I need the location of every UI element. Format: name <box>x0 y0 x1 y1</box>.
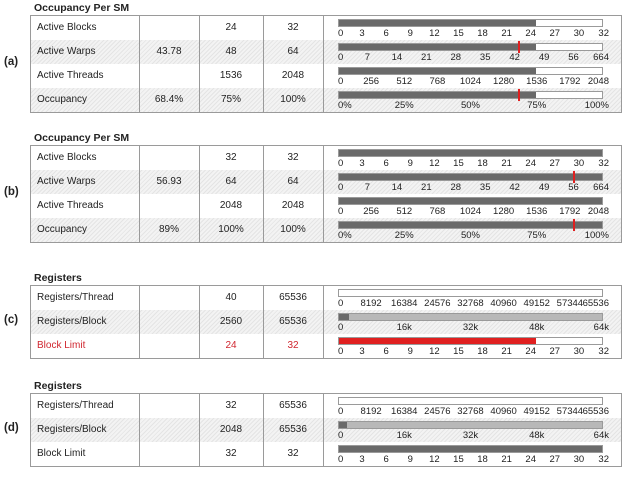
device-limit-value: 65536 <box>279 400 307 411</box>
axis-tick-label: 1280 <box>493 206 515 217</box>
theoretical-value: 32 <box>225 152 237 163</box>
axis-tick-label: 1792 <box>559 206 581 217</box>
column-divider <box>199 16 200 112</box>
axis-tick-label: 27 <box>549 346 561 357</box>
axis-tick-label: 50% <box>460 230 481 241</box>
axis-tick-label: 2048 <box>587 206 609 217</box>
column-divider <box>323 394 324 466</box>
axis-tick-label: 14 <box>391 182 403 193</box>
usage-bar <box>338 445 603 453</box>
device-limit-value: 32 <box>287 152 299 163</box>
axis-tick-label: 6 <box>383 454 389 465</box>
axis-tick-label: 1792 <box>559 76 581 87</box>
theoretical-value: 32 <box>225 400 237 411</box>
column-divider <box>199 146 200 242</box>
metric-name: Registers/Block <box>37 424 107 435</box>
axis-tick-label: 0 <box>338 346 344 357</box>
axis-tick-label: 0 <box>338 454 344 465</box>
axis-tick-label: 1280 <box>493 76 515 87</box>
column-divider <box>323 16 324 112</box>
metric-name: Active Threads <box>37 200 104 211</box>
achieved-marker <box>573 219 575 231</box>
axis-tick-label: 664 <box>593 182 609 193</box>
axis-tick-label: 21 <box>501 158 512 169</box>
axis-tick-label: 21 <box>421 52 432 63</box>
achieved-value: 89% <box>158 224 179 235</box>
section-title: Occupancy Per SM <box>34 2 130 14</box>
bar-fill <box>339 222 602 228</box>
axis-tick-label: 3 <box>359 158 365 169</box>
axis-tick-label: 14 <box>391 52 403 63</box>
column-divider <box>263 394 264 466</box>
theoretical-value: 2560 <box>219 316 243 327</box>
column-divider <box>139 16 140 112</box>
axis-tick-label: 0% <box>338 100 352 111</box>
axis-tick-label: 256 <box>363 206 380 217</box>
axis-tick-label: 49 <box>538 182 550 193</box>
section-label: (b) <box>4 186 19 198</box>
table-row <box>31 334 621 358</box>
axis-tick-label: 3 <box>359 454 365 465</box>
axis-tick-label: 35 <box>479 52 491 63</box>
metric-name: Block Limit <box>37 340 86 351</box>
column-divider <box>139 286 140 358</box>
bar-fill <box>339 44 536 50</box>
usage-bar <box>338 197 603 205</box>
axis-tick-label: 24576 <box>424 406 451 417</box>
device-limit-value: 32 <box>287 340 299 351</box>
column-divider <box>199 394 200 466</box>
axis-tick-label: 32k <box>462 322 479 333</box>
device-limit-value: 32 <box>287 448 299 459</box>
axis-tick-label: 15 <box>453 346 464 357</box>
axis-tick-label: 512 <box>396 76 413 87</box>
axis-tick-label: 664 <box>593 52 609 63</box>
usage-bar <box>338 397 603 405</box>
bar-fill <box>339 338 536 344</box>
axis-tick-label: 57344 <box>556 298 584 309</box>
axis-tick-label: 42 <box>509 52 520 63</box>
metrics-table <box>30 15 622 113</box>
metric-name: Active Warps <box>37 176 96 187</box>
axis-tick-label: 0 <box>338 430 344 441</box>
table-row <box>31 146 621 170</box>
section-label: (c) <box>4 314 19 326</box>
device-limit-value: 32 <box>287 22 299 33</box>
axis-tick-label: 16k <box>396 430 412 441</box>
theoretical-value: 100% <box>218 224 244 235</box>
axis-tick-label: 32768 <box>457 298 484 309</box>
axis-tick-label: 65536 <box>582 406 609 417</box>
axis-tick-label: 256 <box>363 76 380 87</box>
usage-bar <box>338 173 603 181</box>
section-title: Registers <box>34 380 82 392</box>
axis-tick-label: 75% <box>527 100 547 111</box>
axis-tick-label: 12 <box>429 346 440 357</box>
axis-tick-label: 9 <box>407 454 413 465</box>
device-limit-value: 2048 <box>281 200 305 211</box>
axis-tick-label: 32768 <box>457 406 484 417</box>
section-title: Occupancy Per SM <box>34 132 130 144</box>
axis-tick-label: 16384 <box>391 298 418 309</box>
table-row <box>31 16 621 40</box>
axis-tick-label: 30 <box>573 28 585 39</box>
table-row <box>31 286 621 310</box>
axis-tick-label: 49152 <box>523 298 550 309</box>
bar-fill <box>339 198 602 204</box>
axis-tick-label: 12 <box>429 158 440 169</box>
axis-tick-label: 1536 <box>526 206 548 217</box>
metric-name: Active Threads <box>37 70 104 81</box>
section-label: (d) <box>4 422 19 434</box>
axis-tick-label: 30 <box>573 158 585 169</box>
axis-tick-label: 25% <box>394 230 414 241</box>
usage-bar <box>338 67 603 75</box>
axis-tick-label: 7 <box>364 182 371 193</box>
axis-tick-label: 21 <box>501 346 512 357</box>
axis-tick-label: 64k <box>593 430 609 441</box>
axis-tick-label: 3 <box>359 346 365 357</box>
axis-tick-label: 15 <box>453 454 464 465</box>
column-divider <box>139 394 140 466</box>
table-row <box>31 170 621 194</box>
metric-name: Registers/Thread <box>37 292 114 303</box>
achieved-value: 68.4% <box>154 94 184 105</box>
theoretical-value: 1536 <box>219 70 243 81</box>
axis-tick-label: 15 <box>453 158 464 169</box>
axis-tick-label: 24 <box>525 346 537 357</box>
axis-tick-label: 768 <box>429 206 446 217</box>
metrics-table <box>30 285 622 359</box>
axis-tick-label: 28 <box>450 52 462 63</box>
axis-tick-label: 0 <box>338 298 344 309</box>
metric-name: Occupancy <box>37 224 88 235</box>
table-row <box>31 442 621 466</box>
axis-tick-label: 1024 <box>459 206 482 217</box>
axis-tick-label: 24 <box>525 158 537 169</box>
axis-tick-label: 0 <box>338 206 344 217</box>
theoretical-value: 24 <box>225 22 237 33</box>
axis-tick-label: 0 <box>338 406 344 417</box>
theoretical-value: 32 <box>225 448 237 459</box>
axis-tick-label: 24 <box>525 28 537 39</box>
bar-fill <box>339 314 349 320</box>
device-limit-value: 65536 <box>279 424 307 435</box>
bar-fill <box>339 20 536 26</box>
column-divider <box>263 16 264 112</box>
axis-tick-label: 12 <box>429 454 440 465</box>
axis-tick-label: 2048 <box>587 76 609 87</box>
theoretical-value: 75% <box>220 94 241 105</box>
axis-tick-label: 1536 <box>526 76 548 87</box>
device-limit-value: 65536 <box>279 316 307 327</box>
bar-fill <box>339 174 602 180</box>
device-limit-value: 65536 <box>279 292 307 303</box>
bar-fill <box>339 422 347 428</box>
device-limit-value: 64 <box>287 46 299 57</box>
axis-tick-label: 35 <box>479 182 491 193</box>
axis-tick-label: 64k <box>593 322 609 333</box>
axis-tick-label: 12 <box>429 28 440 39</box>
achieved-value: 43.78 <box>156 46 182 57</box>
axis-tick-label: 0 <box>338 28 344 39</box>
theoretical-value: 40 <box>225 292 237 303</box>
metric-name: Active Blocks <box>37 152 97 163</box>
metric-name: Block Limit <box>37 448 86 459</box>
axis-tick-label: 32k <box>462 430 479 441</box>
column-divider <box>263 286 264 358</box>
axis-tick-label: 42 <box>509 182 520 193</box>
column-divider <box>199 286 200 358</box>
axis-tick-label: 32 <box>598 28 609 39</box>
axis-tick-label: 49152 <box>523 406 550 417</box>
axis-tick-label: 57344 <box>556 406 584 417</box>
axis-tick-label: 27 <box>549 28 561 39</box>
axis-tick-label: 0 <box>338 182 344 193</box>
axis-tick-label: 50% <box>460 100 481 111</box>
axis-tick-label: 16k <box>396 322 412 333</box>
bar-capacity-fill <box>339 422 602 428</box>
axis-tick-label: 0% <box>338 230 352 241</box>
axis-tick-label: 0 <box>338 76 344 87</box>
device-limit-value: 100% <box>280 94 306 105</box>
axis-tick-label: 56 <box>568 52 579 63</box>
axis-tick-label: 9 <box>407 28 413 39</box>
theoretical-value: 2048 <box>219 424 243 435</box>
bar-capacity-fill <box>339 314 602 320</box>
axis-tick-label: 21 <box>501 28 512 39</box>
axis-tick-label: 24576 <box>424 298 451 309</box>
table-row <box>31 40 621 64</box>
axis-tick-label: 18 <box>477 158 488 169</box>
axis-tick-label: 0 <box>338 52 344 63</box>
axis-tick-label: 28 <box>450 182 462 193</box>
axis-tick-label: 49 <box>538 52 550 63</box>
metrics-table <box>30 145 622 243</box>
usage-bar <box>338 337 603 345</box>
axis-tick-label: 6 <box>383 346 389 357</box>
usage-bar <box>338 289 603 297</box>
axis-tick-label: 1024 <box>459 76 482 87</box>
table-row <box>31 64 621 88</box>
axis-tick-label: 65536 <box>582 298 609 309</box>
usage-bar <box>338 91 603 99</box>
axis-tick-label: 16384 <box>391 406 418 417</box>
usage-bar <box>338 221 603 229</box>
axis-tick-label: 30 <box>573 454 585 465</box>
axis-tick-label: 21 <box>501 454 512 465</box>
axis-tick-label: 32 <box>598 454 609 465</box>
axis-tick-label: 24 <box>525 454 537 465</box>
axis-tick-label: 6 <box>383 158 389 169</box>
axis-tick-label: 18 <box>477 454 488 465</box>
axis-tick-label: 100% <box>584 230 609 241</box>
usage-bar <box>338 313 603 321</box>
axis-tick-label: 3 <box>359 28 365 39</box>
axis-tick-label: 18 <box>477 28 488 39</box>
usage-bar <box>338 149 603 157</box>
table-row <box>31 310 621 334</box>
table-row <box>31 394 621 418</box>
usage-bar <box>338 19 603 27</box>
axis-tick-label: 18 <box>477 346 488 357</box>
section-title: Registers <box>34 272 82 284</box>
theoretical-value: 48 <box>225 46 237 57</box>
bar-fill <box>339 150 602 156</box>
column-divider <box>323 286 324 358</box>
axis-tick-label: 0 <box>338 322 344 333</box>
column-divider <box>263 146 264 242</box>
metrics-table <box>30 393 622 467</box>
axis-tick-label: 6 <box>383 28 389 39</box>
axis-tick-label: 48k <box>529 430 545 441</box>
axis-tick-label: 40960 <box>490 298 517 309</box>
axis-tick-label: 75% <box>527 230 547 241</box>
column-divider <box>139 146 140 242</box>
metric-name: Registers/Thread <box>37 400 114 411</box>
bar-fill <box>339 446 602 452</box>
table-row <box>31 418 621 442</box>
device-limit-value: 100% <box>280 224 306 235</box>
axis-tick-label: 9 <box>407 158 413 169</box>
column-divider <box>323 146 324 242</box>
bar-fill <box>339 92 536 98</box>
axis-tick-label: 512 <box>396 206 413 217</box>
axis-tick-label: 56 <box>568 182 579 193</box>
metric-name: Active Blocks <box>37 22 97 33</box>
axis-tick-label: 8192 <box>360 298 382 309</box>
axis-tick-label: 48k <box>529 322 545 333</box>
axis-tick-label: 30 <box>573 346 585 357</box>
achieved-value: 56.93 <box>156 176 182 187</box>
device-limit-value: 64 <box>287 176 299 187</box>
theoretical-value: 2048 <box>219 200 243 211</box>
axis-tick-label: 7 <box>364 52 371 63</box>
axis-tick-label: 15 <box>453 28 464 39</box>
axis-tick-label: 8192 <box>360 406 382 417</box>
axis-tick-label: 9 <box>407 346 413 357</box>
bar-fill <box>339 68 536 74</box>
axis-tick-label: 32 <box>598 158 609 169</box>
usage-bar <box>338 43 603 51</box>
achieved-marker <box>518 89 520 101</box>
axis-tick-label: 27 <box>549 158 561 169</box>
axis-tick-label: 0 <box>338 158 344 169</box>
metric-name: Registers/Block <box>37 316 107 327</box>
theoretical-value: 64 <box>225 176 237 187</box>
axis-tick-label: 768 <box>429 76 446 87</box>
section-label: (a) <box>4 56 19 68</box>
device-limit-value: 2048 <box>281 70 305 81</box>
table-row <box>31 194 621 218</box>
axis-tick-label: 21 <box>421 182 432 193</box>
axis-tick-label: 40960 <box>490 406 517 417</box>
axis-tick-label: 32 <box>598 346 609 357</box>
table-row <box>31 218 621 242</box>
theoretical-value: 24 <box>225 340 237 351</box>
usage-bar <box>338 421 603 429</box>
axis-tick-label: 100% <box>584 100 609 111</box>
table-row <box>31 88 621 112</box>
axis-tick-label: 25% <box>394 100 414 111</box>
metric-name: Occupancy <box>37 94 88 105</box>
metric-name: Active Warps <box>37 46 96 57</box>
axis-tick-label: 27 <box>549 454 561 465</box>
